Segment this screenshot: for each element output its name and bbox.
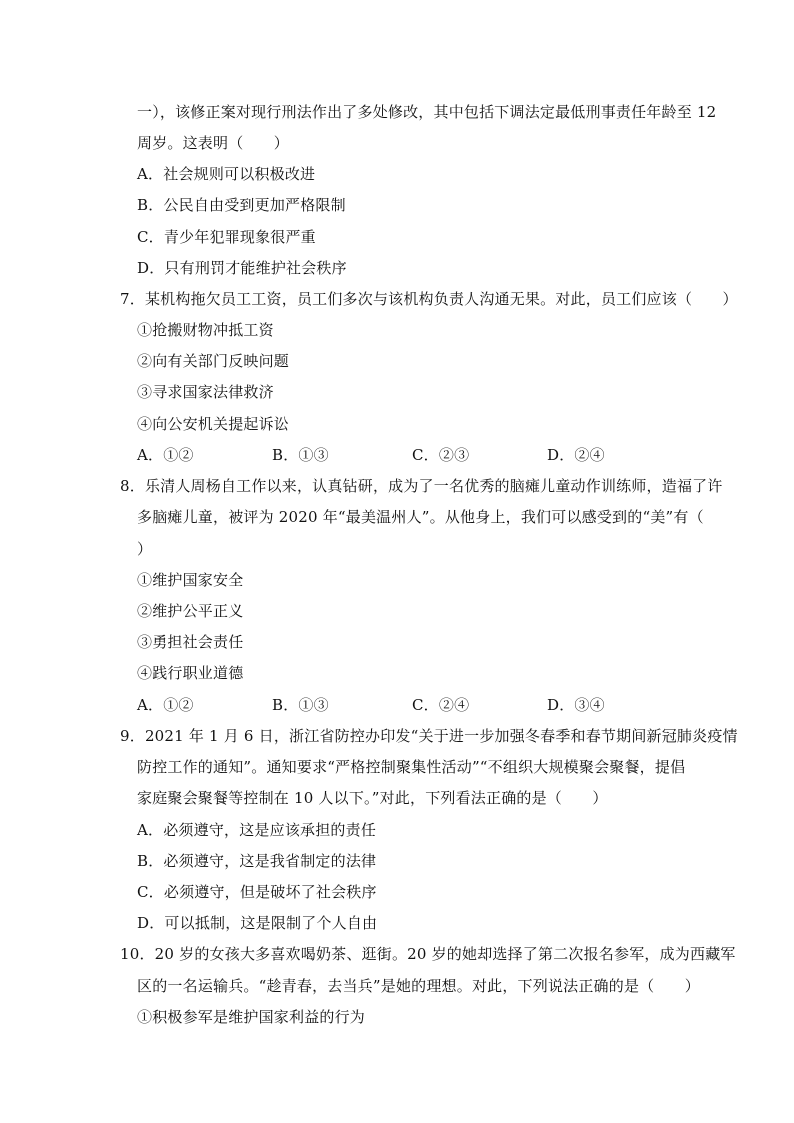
q7-stem: 7．某机构拖欠员工工资，员工们多次与该机构负责人沟通无果。对此，员工们应该（ ）	[120, 290, 738, 308]
q9-option-d: D．可以抵制，这是限制了个人自由	[137, 914, 378, 932]
q7-option-b: B．①③	[272, 446, 329, 464]
q9-option-a: A．必须遵守，这是应该承担的责任	[137, 821, 377, 839]
q9-option-c: C．必须遵守，但是破坏了社会秩序	[137, 883, 377, 901]
q7-options-row	[137, 445, 697, 465]
q7-option-d: D．②④	[547, 446, 605, 464]
q8-option-c: C．②④	[412, 696, 470, 714]
q10-stem-line-1: 10．20 岁的女孩大多喜欢喝奶茶、逛街。20 岁的她却选择了第二次报名参军，成为西藏军	[120, 945, 736, 963]
q6-option-d: D．只有刑罚才能维护社会秩序	[137, 259, 347, 277]
q8-stem-line-3: ）	[137, 540, 153, 558]
q8-option-b: B．①③	[272, 696, 329, 714]
q8-options-row	[137, 695, 697, 715]
q7-item-2: ②向有关部门反映问题	[137, 352, 290, 370]
q7-option-c: C．②③	[412, 446, 470, 464]
q9-stem-line-3: 家庭聚会聚餐等控制在 10 人以下。”对此，下列看法正确的是（ ）	[137, 789, 608, 807]
q6-option-c: C．青少年犯罪现象很严重	[137, 228, 316, 246]
q9-stem-line-2: 防控工作的通知”。通知要求“严格控制聚集性活动”“不组织大规模聚会聚餐，提倡	[137, 758, 686, 776]
q9-option-b: B．必须遵守，这是我省制定的法律	[137, 852, 377, 870]
q6-stem-line-1: 一），该修正案对现行刑法作出了多处修改，其中包括下调法定最低刑事责任年龄至 12	[137, 103, 717, 121]
q8-stem-line-2: 多脑瘫儿童，被评为 2020 年“最美温州人”。从他身上，我们可以感受到的“美”有（	[137, 508, 704, 526]
q7-item-4: ④向公安机关提起诉讼	[137, 415, 290, 433]
q8-item-4: ④践行职业道德	[137, 664, 244, 682]
q8-item-3: ③勇担社会责任	[137, 633, 244, 651]
q8-stem-line-1: 8．乐清人周杨自工作以来，认真钻研，成为了一名优秀的脑瘫儿童动作训练师，造福了许	[120, 477, 723, 495]
q10-stem-line-2: 区的一名运输兵。“趁青春，去当兵”是她的理想。对此，下列说法正确的是（ ）	[137, 977, 700, 995]
q6-option-a: A．社会规则可以积极改进	[137, 165, 316, 183]
q6-stem-line-2: 周岁。这表明（ ）	[137, 134, 290, 152]
q7-item-1: ①抢搬财物冲抵工资	[137, 321, 274, 339]
q6-option-b: B．公民自由受到更加严格限制	[137, 196, 346, 214]
q10-item-1: ①积极参军是维护国家利益的行为	[137, 1008, 366, 1026]
q7-option-a: A．①②	[137, 446, 194, 464]
q8-option-d: D．③④	[547, 696, 605, 714]
q9-stem-line-1: 9．2021 年 1 月 6 日，浙江省防控办印发“关于进一步加强冬春季和春节期间新冠肺炎疫情	[120, 727, 738, 745]
q8-item-2: ②维护公平正义	[137, 602, 244, 620]
q8-option-a: A．①②	[137, 696, 194, 714]
q7-item-3: ③寻求国家法律救济	[137, 383, 274, 401]
q8-item-1: ①维护国家安全	[137, 571, 244, 589]
